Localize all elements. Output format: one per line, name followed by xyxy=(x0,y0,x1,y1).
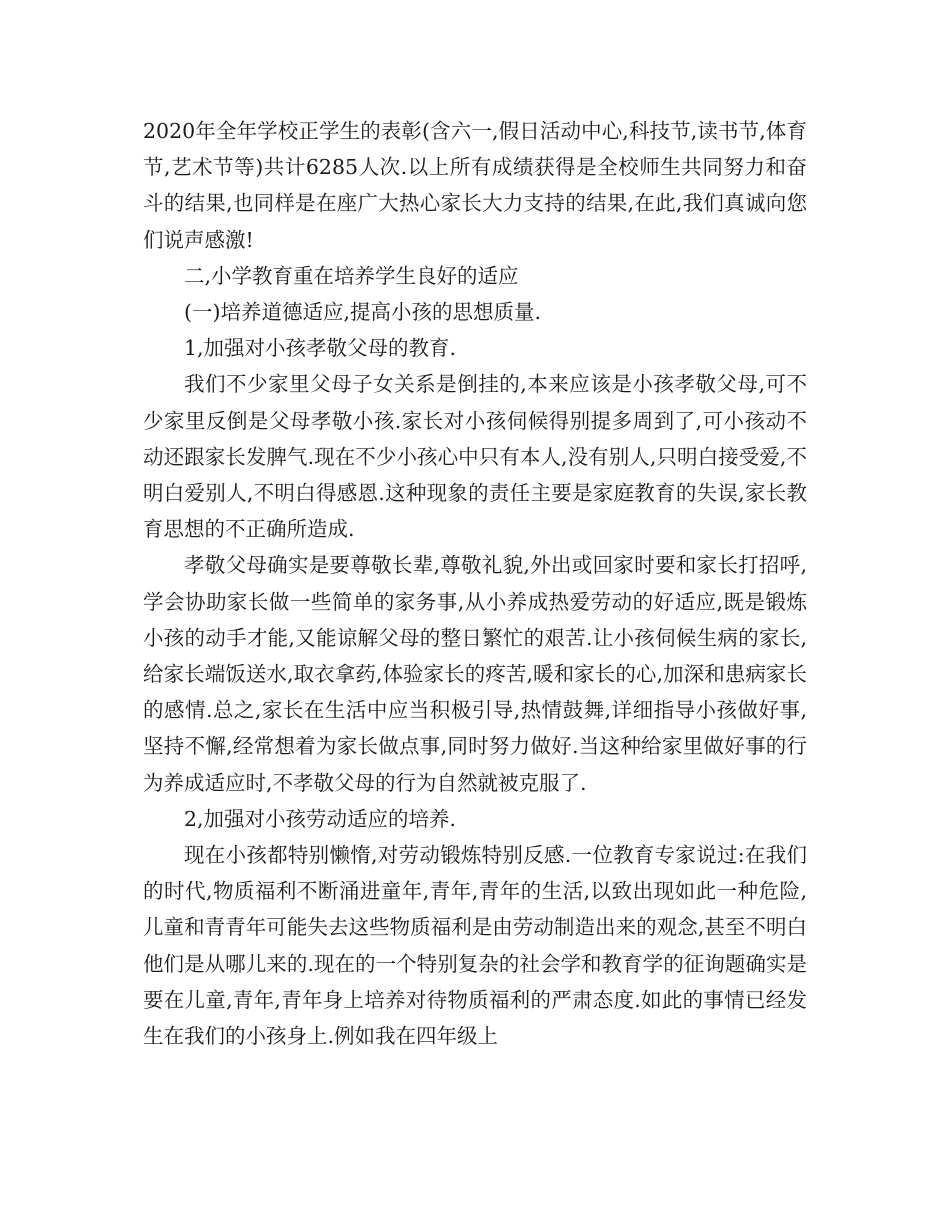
section-heading-habits: 二,小学教育重在培养学生良好的适应 xyxy=(184,263,519,288)
item-heading-filial-piety: 1,加强对小孩孝敬父母的教育. xyxy=(184,336,457,361)
paragraph-inverted-relationship: 我们不少家里父母子女关系是倒挂的,本来应该是小孩孝敬父母,可不少家里反倒是父母孝敬小孩.家长对小孩伺候得别提多周到了,可小孩动不动还跟家长发脾气.现在不少小孩心中只有本人,没有别人,只明白接受爱,不明白爱别人,不明白得感恩.这种现象的责任主要是家庭教育的失误,家长教育思想的不正确所造成. xyxy=(143,372,807,542)
paragraph-commendation-summary: 2020年全年学校正学生的表彰(含六一,假日活动中心,科技节,读书节,体育节,艺术节等)共计6285人次.以上所有成绩获得是全校师生共同努力和奋斗的结果,也同样是在座广大热心家长大力支持的结果,在此,我们真诚向您们说声感激! xyxy=(143,119,807,252)
item-heading-labor-habits: 2,加强对小孩劳动适应的培养. xyxy=(184,806,457,831)
paragraph-labor-education: 现在小孩都特别懒惰,对劳动锻炼特别反感.一位教育专家说过:在我们的时代,物质福利不断涌进童年,青年,青年的生活,以致出现如此一种危险,儿童和青青年可能失去这些物质福利是由劳动制造出来的观念,甚至不明白他们是从哪儿来的.现在的一个特别复杂的社会学和教育学的征询题确实是要在儿童,青年,青年身上培养对待物质福利的严肃态度.如此的事情已经发生在我们的小孩身上.例如我在四年级上 xyxy=(143,843,807,1049)
paragraph-respect-parents: 孝敬父母确实是要尊敬长辈,尊敬礼貌,外出或回家时要和家长打招呼,学会协助家长做一些简单的家务事,从小养成热爱劳动的好适应,既是锻炼小孩的动手才能,又能谅解父母的整日繁忙的艰苦.让小孩伺候生病的家长,给家长端饭送水,取衣拿药,体验家长的疼苦,暖和家长的心,加深和患病家长的感情.总之,家长在生活中应当积极引导,热情鼓舞,详细指导小孩做好事,坚持不懈,经常想着为家长做点事,同时努力做好.当这种给家里做好事的行为养成适应时,不孝敬父母的行为自然就被克服了. xyxy=(143,553,807,795)
document-page xyxy=(143,113,807,1054)
subsection-heading-moral: (一)培养道德适应,提高小孩的思想质量. xyxy=(184,300,542,325)
